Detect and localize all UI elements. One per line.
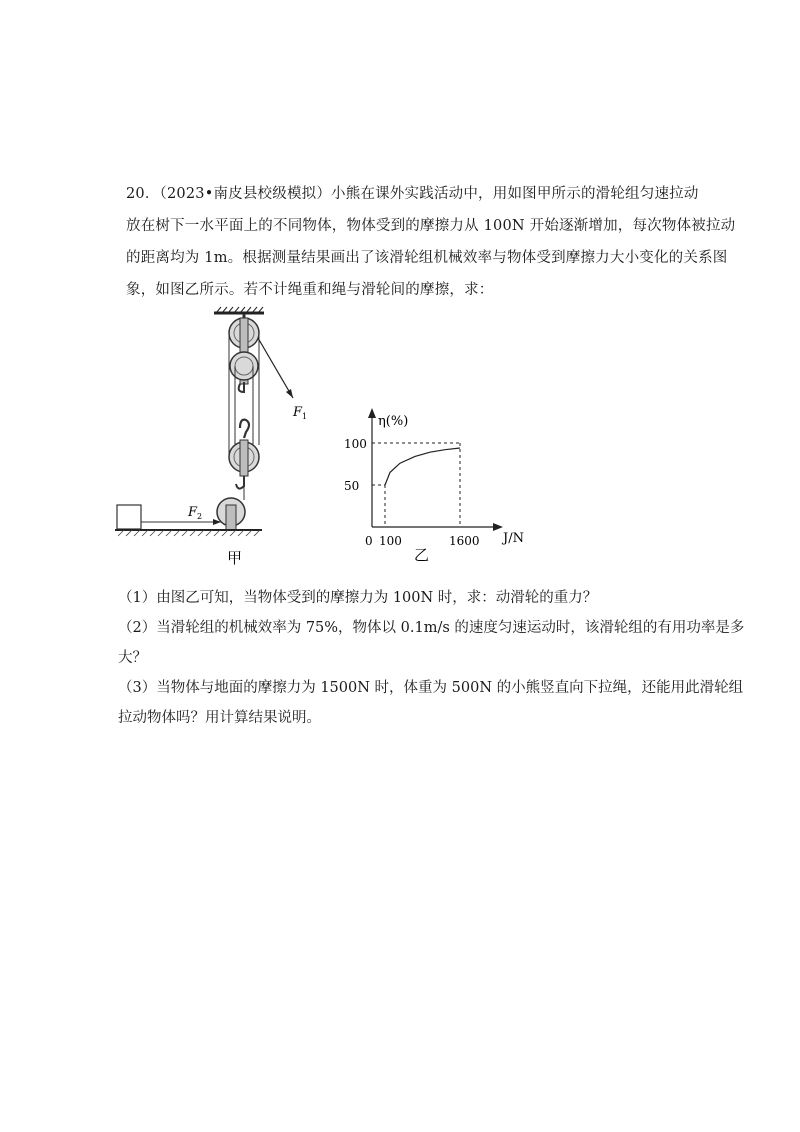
question-line: （3）当物体与地面的摩擦力为 1500N 时，体重为 500N 的小熊竖直向下拉绳，还能用此滑轮组 bbox=[118, 680, 744, 696]
ceiling-hatch bbox=[216, 307, 263, 313]
fixed-pulley-upper bbox=[229, 314, 259, 384]
question-line: 大？ bbox=[118, 650, 147, 666]
y-tick-label: 50 bbox=[344, 479, 360, 493]
ground-hatch bbox=[118, 530, 260, 536]
force-f2-arrow bbox=[141, 519, 221, 525]
caption-jia: 甲 bbox=[227, 549, 243, 567]
fixed-pulley-lower bbox=[230, 352, 258, 392]
question-line: （1）由图乙可知，当物体受到的摩擦力为 100N 时，求：动滑轮的重力？ bbox=[118, 590, 598, 606]
x-tick-label: 1600 bbox=[449, 534, 480, 548]
question-3 bbox=[118, 673, 744, 733]
block bbox=[117, 505, 141, 529]
problem-line: 象，如图乙所示。若不计绳重和绳与滑轮间的摩擦，求： bbox=[126, 282, 494, 298]
label-f1-sub: 1 bbox=[302, 412, 308, 421]
question-1 bbox=[118, 583, 698, 613]
x-axis-label: J/N bbox=[503, 531, 524, 546]
ground-pulley bbox=[217, 498, 245, 530]
movable-pulley bbox=[229, 420, 259, 489]
question-line: （2）当滑轮组的机械效率为 75%，物体以 0.1m/s 的速度匀速运动时，该滑轮组的有用功率是多 bbox=[118, 620, 745, 636]
y-axis-arrow bbox=[368, 408, 376, 418]
x-tick-label: 0 bbox=[365, 534, 373, 548]
question-2 bbox=[118, 613, 745, 673]
question-line: 拉动物体吗？用计算结果说明。 bbox=[118, 710, 321, 726]
problem-line: 20．（2023•南皮县校级模拟）小熊在课外实践活动中，用如图甲所示的滑轮组匀速拉动 bbox=[126, 186, 699, 202]
question-list bbox=[118, 583, 745, 733]
label-f1: F bbox=[293, 405, 303, 420]
efficiency-curve bbox=[385, 448, 460, 485]
chart-axes bbox=[368, 408, 503, 531]
label-f2-sub: 2 bbox=[197, 512, 203, 521]
y-tick-label: 100 bbox=[344, 437, 367, 451]
x-tick-label: 100 bbox=[379, 534, 402, 548]
caption-yi: 乙 bbox=[414, 546, 430, 564]
label-f2: F bbox=[188, 505, 198, 520]
force-f1-arrow bbox=[258, 338, 293, 398]
problem-line: 放在树下一水平面上的不同物体，物体受到的摩擦力从 100N 开始逐渐增加，每次物体被拉动 bbox=[126, 218, 736, 234]
x-axis-arrow bbox=[493, 523, 503, 531]
y-axis-label: η(%) bbox=[378, 414, 409, 429]
problem-statement bbox=[126, 178, 736, 306]
problem-line: 的距离均为 1m。根据测量结果画出了该滑轮组机械效率与物体受到摩擦力大小变化的关系图 bbox=[126, 250, 728, 266]
rope bbox=[229, 333, 259, 500]
